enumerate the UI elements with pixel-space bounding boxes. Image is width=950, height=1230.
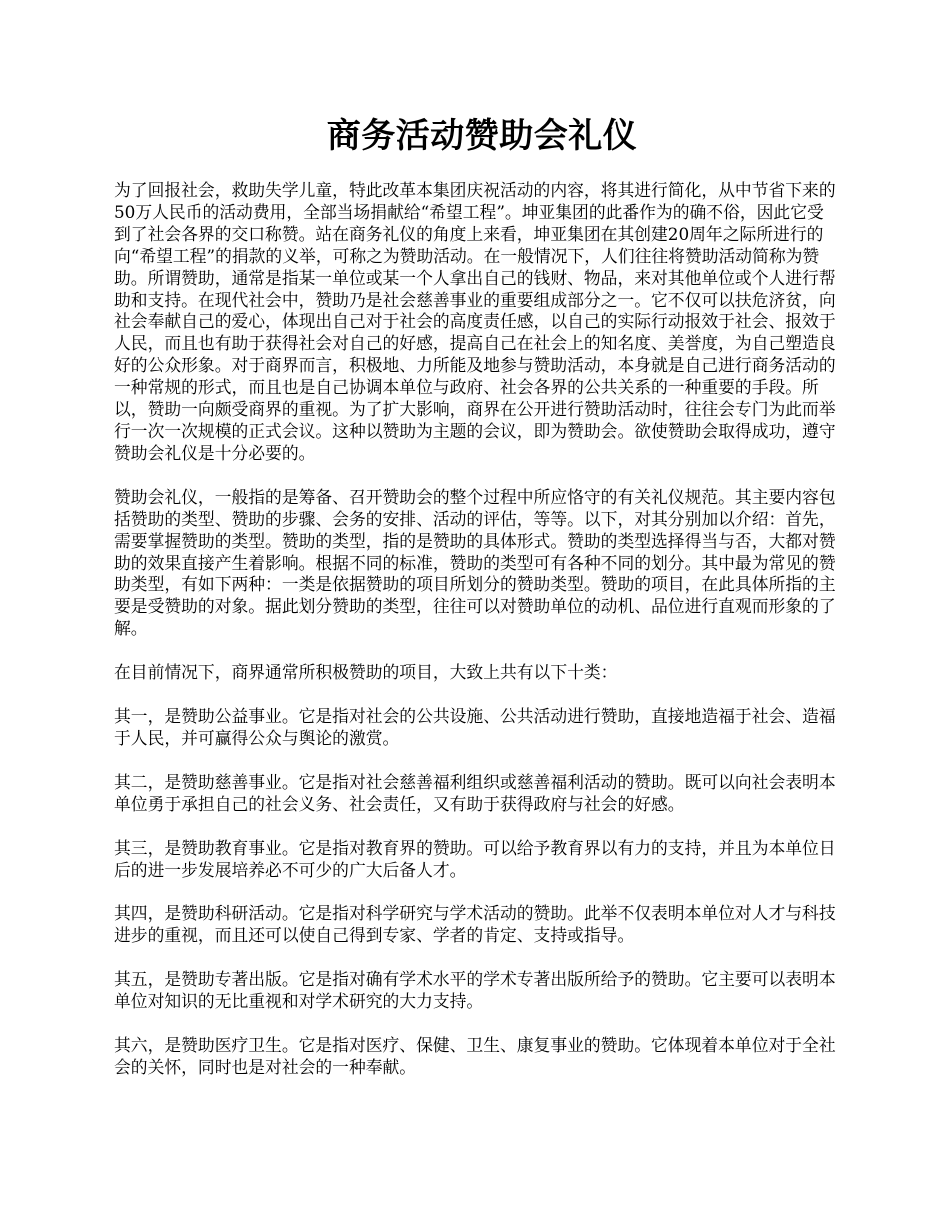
document-title: 商务活动赞助会礼仪 [326, 116, 638, 156]
document-body [114, 180, 840, 1079]
paragraph-intro: 为了回报社会，救助失学儿童，特此改革本集团庆祝活动的内容，将其进行简化，从中节省下来的50万人民币的活动费用，全部当场捐献给“希望工程”。坤亚集团的此番作为的确不俗，因此它受到了社会各界的交口称赞。站在商务礼仪的角度上来看，坤亚集团在其创建20周年之际所进行的向“希望工程”的捐款的义举，可称之为赞助活动。在一般情况下，人们往往将赞助活动简称为赞助。所谓赞助，通常是指某一单位或某一个人拿出自己的钱财、物品，来对其他单位或个人进行帮助和支持。在现代社会中，赞助乃是社会慈善事业的重要组成部分之一。它不仅可以扶危济贫，向社会奉献自己的爱心，体现出自己对于社会的高度责任感，以自己的实际行动报效于社会、报效于人民，而且也有助于获得社会对自己的好感，提高自己在社会上的知名度、美誉度，为自己塑造良好的公众形象。对于商界而言，积极地、力所能及地参与赞助活动，本身就是自己进行商务活动的一种常规的形式，而且也是自己协调本单位与政府、社会各界的公共关系的一种重要的手段。所以，赞助一向颇受商界的重视。为了扩大影响，商界在公开进行赞助活动时，往往会专门为此而举行一次一次规模的正式会议。这种以赞助为主题的会议，即为赞助会。欲使赞助会取得成功，遵守赞助会礼仪是十分必要的。 [114, 180, 836, 463]
paragraph-category-3: 其三，是赞助教育事业。它是指对教育界的赞助。可以给予教育界以有力的支持，并且为本单位日后的进一步发展培养必不可少的广大后备人才。 [114, 837, 836, 880]
paragraph-category-6: 其六，是赞助医疗卫生。它是指对医疗、保健、卫生、康复事业的赞助。它体现着本单位对于全社会的关怀，同时也是对社会的一种奉献。 [114, 1035, 836, 1077]
paragraph-category-5: 其五，是赞助专著出版。它是指对确有学术水平的学术专著出版所给予的赞助。它主要可以表明本单位对知识的无比重视和对学术研究的大力支持。 [114, 969, 836, 1012]
paragraph-category-2: 其二，是赞助慈善事业。它是指对社会慈善福利组织或慈善福利活动的赞助。既可以向社会表明本单位勇于承担自己的社会义务、社会责任，又有助于获得政府与社会的好感。 [114, 771, 836, 814]
paragraph-ten-categories-lead: 在目前情况下，商界通常所积极赞助的项目，大致上共有以下十类： [114, 662, 618, 683]
paragraph-category-4: 其四，是赞助科研活动。它是指对科学研究与学术活动的赞助。此举不仅表明本单位对人才与科技进步的重视，而且还可以使自己得到专家、学者的肯定、支持或指导。 [114, 903, 836, 946]
paragraph-category-1: 其一，是赞助公益事业。它是指对社会的公共设施、公共活动进行赞助，直接地造福于社会、造福于人民，并可赢得公众与舆论的激赏。 [114, 706, 836, 748]
paragraph-etiquette-definition: 赞助会礼仪，一般指的是筹备、召开赞助会的整个过程中所应恪守的有关礼仪规范。其主要内容包括赞助的类型、赞助的步骤、会务的安排、活动的评估，等等。以下，对其分别加以介绍：首先，需要掌握赞助的类型。赞助的类型，指的是赞助的具体形式。赞助的类型选择得当与否，大都对赞助的效果直接产生着影响。根据不同的标准，赞助的类型可有各种不同的划分。其中最为常见的赞助类型，有如下两种：一类是依据赞助的项目所划分的赞助类型。赞助的项目，在此具体所指的主要是受赞助的对象。据此划分赞助的类型，往往可以对赞助单位的动机、品位进行直观而形象的了解。 [114, 486, 836, 639]
